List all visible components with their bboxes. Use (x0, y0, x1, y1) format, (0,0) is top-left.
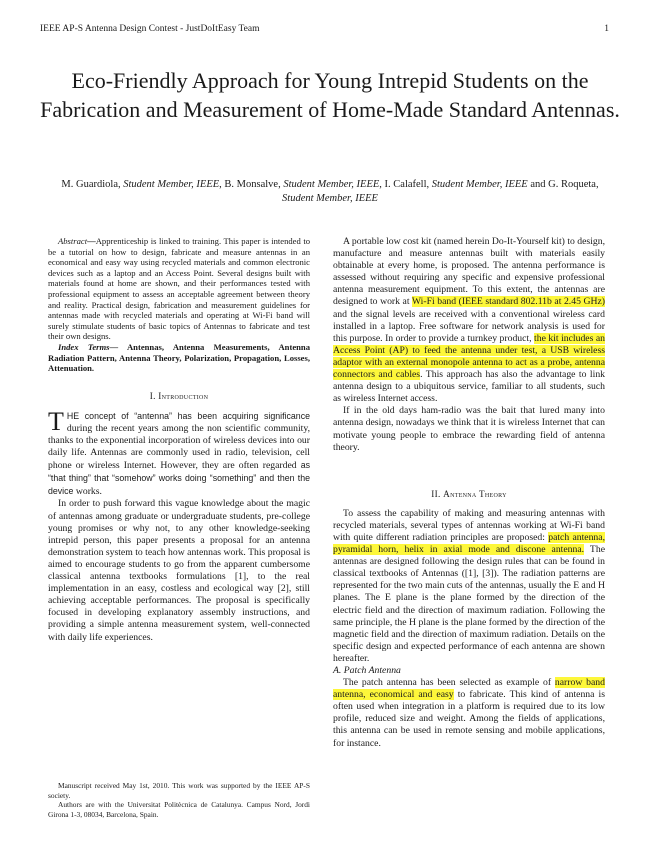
abstract-label: Abstract (58, 236, 88, 246)
section-heading-antenna-theory (333, 488, 605, 500)
highlighted-text: patch antenna, pyramidal horn, helix in axial mode and discone antenna. (333, 531, 605, 556)
patch-paragraph (333, 677, 605, 750)
index-terms-text: — Antennas, Antenna Measurements, Antenna Radiation Pattern, Antenna Theory, Polarization, Propagation, Losses, Attenuation. (48, 341, 310, 374)
intro-paragraph-2: In order to push forward this vague knowledge about the magic of antennas among graduate or undergraduate students, pre-college young promises or why not, to any other knowledge-seeking intrepid person, this paper presents a proposal for an antenna demonstration system to teach how antennas work. This proposal is aimed to encourage students to go from the apparent cumbersome classical antenna textbooks formulations [1], to the real implementation in an easy, costless and ecological way [2], still achieving acceptable performances. The proposal is specifically focused in developing explanatory assembly instructions, and providing a simple antenna measurement system, well-connected with daily life experiences. (48, 498, 310, 643)
subsection-title: Patch Antenna (343, 665, 401, 676)
antenna-theory-paragraph (333, 508, 605, 665)
abstract-text: Apprenticeship is linked to training. This paper is intended to be a tutorial on how to design, fabricate and measure antennas in an economical and easy way using recycled materials and common electronic devices such as a laptop and an Access Point. Several designs built with materials found at home are shown, and their performances tested with professional equipment to assess an acceptable agreement between theory and reality. Practical design, fabrication and measurement guidelines for antennas made with recycled materials and operating at Wi-Fi band will surely stimulate students of basic topics of Antennas to fabricate and test their own designs. (48, 236, 310, 342)
highlighted-text: narrow band antenna, economical and easy (333, 677, 605, 701)
intro-paragraph-1 (48, 406, 310, 499)
intro-text: HE concept of “antenna” has been acquiring significance (66, 410, 310, 421)
drop-cap: T (48, 406, 64, 436)
index-terms-label: Index Terms (58, 341, 110, 352)
section-title: Antenna Theory (443, 488, 507, 499)
abstract-dash: — (87, 236, 96, 246)
page-number: 1 (604, 24, 609, 34)
subsection-label: A. (333, 665, 342, 676)
author-role: Student Member, IEEE (123, 179, 220, 190)
footnote-manuscript: Manuscript received May 1st, 2010. This work was supported by the IEEE AP-S society. (48, 781, 310, 800)
intro-text: as “that thing” that “somehow” works doing “something” and then the device (48, 460, 310, 497)
ham-radio-paragraph: If in the old days ham-radio was the bait that lured many into antenna design, nowadays we think that it is wireless Internet that can motivate young people to embrace the rewarding field of antenna theory. (333, 405, 605, 453)
running-head: IEEE AP-S Antenna Design Contest - JustDoItEasy Team (40, 24, 260, 34)
intro-text: works. (73, 486, 102, 498)
author-list (60, 178, 600, 206)
section-heading-introduction (48, 390, 310, 402)
section-number: II. (431, 488, 441, 499)
footnote (48, 781, 310, 819)
subsection-heading-patch (333, 665, 605, 677)
intro-text: during the recent years among the non scientific community, thanks to the exponential incorporation of wireless devices into our daily life. Antennas are commonly used in radio, television, cell phone or wireless Internet. However, they are often regarded (48, 422, 310, 472)
kit-paragraph (333, 236, 605, 405)
author-role: Student Member, IEEE (282, 193, 378, 204)
left-column (48, 236, 310, 644)
author-name: , B. Monsalve, (219, 179, 284, 190)
highlighted-text: Wi-Fi band (IEEE standard 802.11b at 2.45 GHz) (411, 296, 605, 308)
section-title: Introduction (158, 390, 209, 401)
highlighted-text: the kit includes an Access Point (AP) to feed the antenna under test, a USB wireless adaptor with an external monopole antenna to act as a probe, antenna connectors and cables (333, 332, 605, 381)
paper-title: Eco-Friendly Approach for Young Intrepid Students on the Fabrication and Measurement of Home-Made Standard Antennas. (40, 68, 620, 122)
body-text: and the signal levels are received with a conventional wireless card installed in a laptop. Free software for network analysis is used for this purpose. In order to provide a turnkey product, (333, 308, 605, 344)
author-role: Student Member, IEEE (431, 179, 528, 190)
footnote-affiliation: Authors are with the Universitat Politècnica de Catalunya. Campus Nord, Jordi Girona 1-3, 08034, Barcelona, Spain. (48, 800, 310, 819)
index-terms (48, 342, 310, 374)
right-column (333, 236, 605, 750)
body-text: The patch antenna has been selected as example of (343, 677, 555, 689)
body-text: A portable low cost kit (named herein Do-It-Yourself kit) to design, manufacture and measure antennas built with materials easily obtainable at every home, is proposed. The antenna performance is assessed without requiring any specific and expensive professional antenna measurement equipment. To this extent, the antennas are designed to work at (333, 236, 605, 308)
author-role: Student Member, IEEE (283, 179, 380, 190)
section-number: I. (149, 390, 156, 401)
abstract (48, 236, 310, 342)
body-text: The antennas are designed following the design rules that can be found in classical textbooks of Antennas ([1], [3]). The radiation patterns are represented for the two main cuts of the antennas, usually the E and H planes. The E plane is the plane formed by the direction of the electric field and the direction of maximum radiation. Following the same principle, the H plane is the plane formed by the direction of the magnetic field and the direction of maximum radiation. Details on the specific design and expected performance of each antenna are shown hereafter. (333, 544, 605, 664)
author-name: and G. Roqueta, (527, 179, 599, 190)
body-text: to fabricate. This kind of antenna is often used when integration in a platform is required due to its low profile, reduced size and weight. Among the fields of applications, this antenna can be used in remote sensing and mobile applications, for instance. (333, 689, 605, 749)
body-text: . This approach has also the advantage to link antenna design to a ubiquitous service, familiar to all students, such as wireless Internet access. (333, 369, 606, 405)
author-name: , I. Calafell, (379, 179, 432, 190)
author-name: M. Guardiola, (61, 179, 124, 190)
body-text: To assess the capability of making and measuring antennas with recycled materials, several types of antennas working at Wi-Fi band with quite different radiation principles are proposed: (333, 507, 605, 543)
